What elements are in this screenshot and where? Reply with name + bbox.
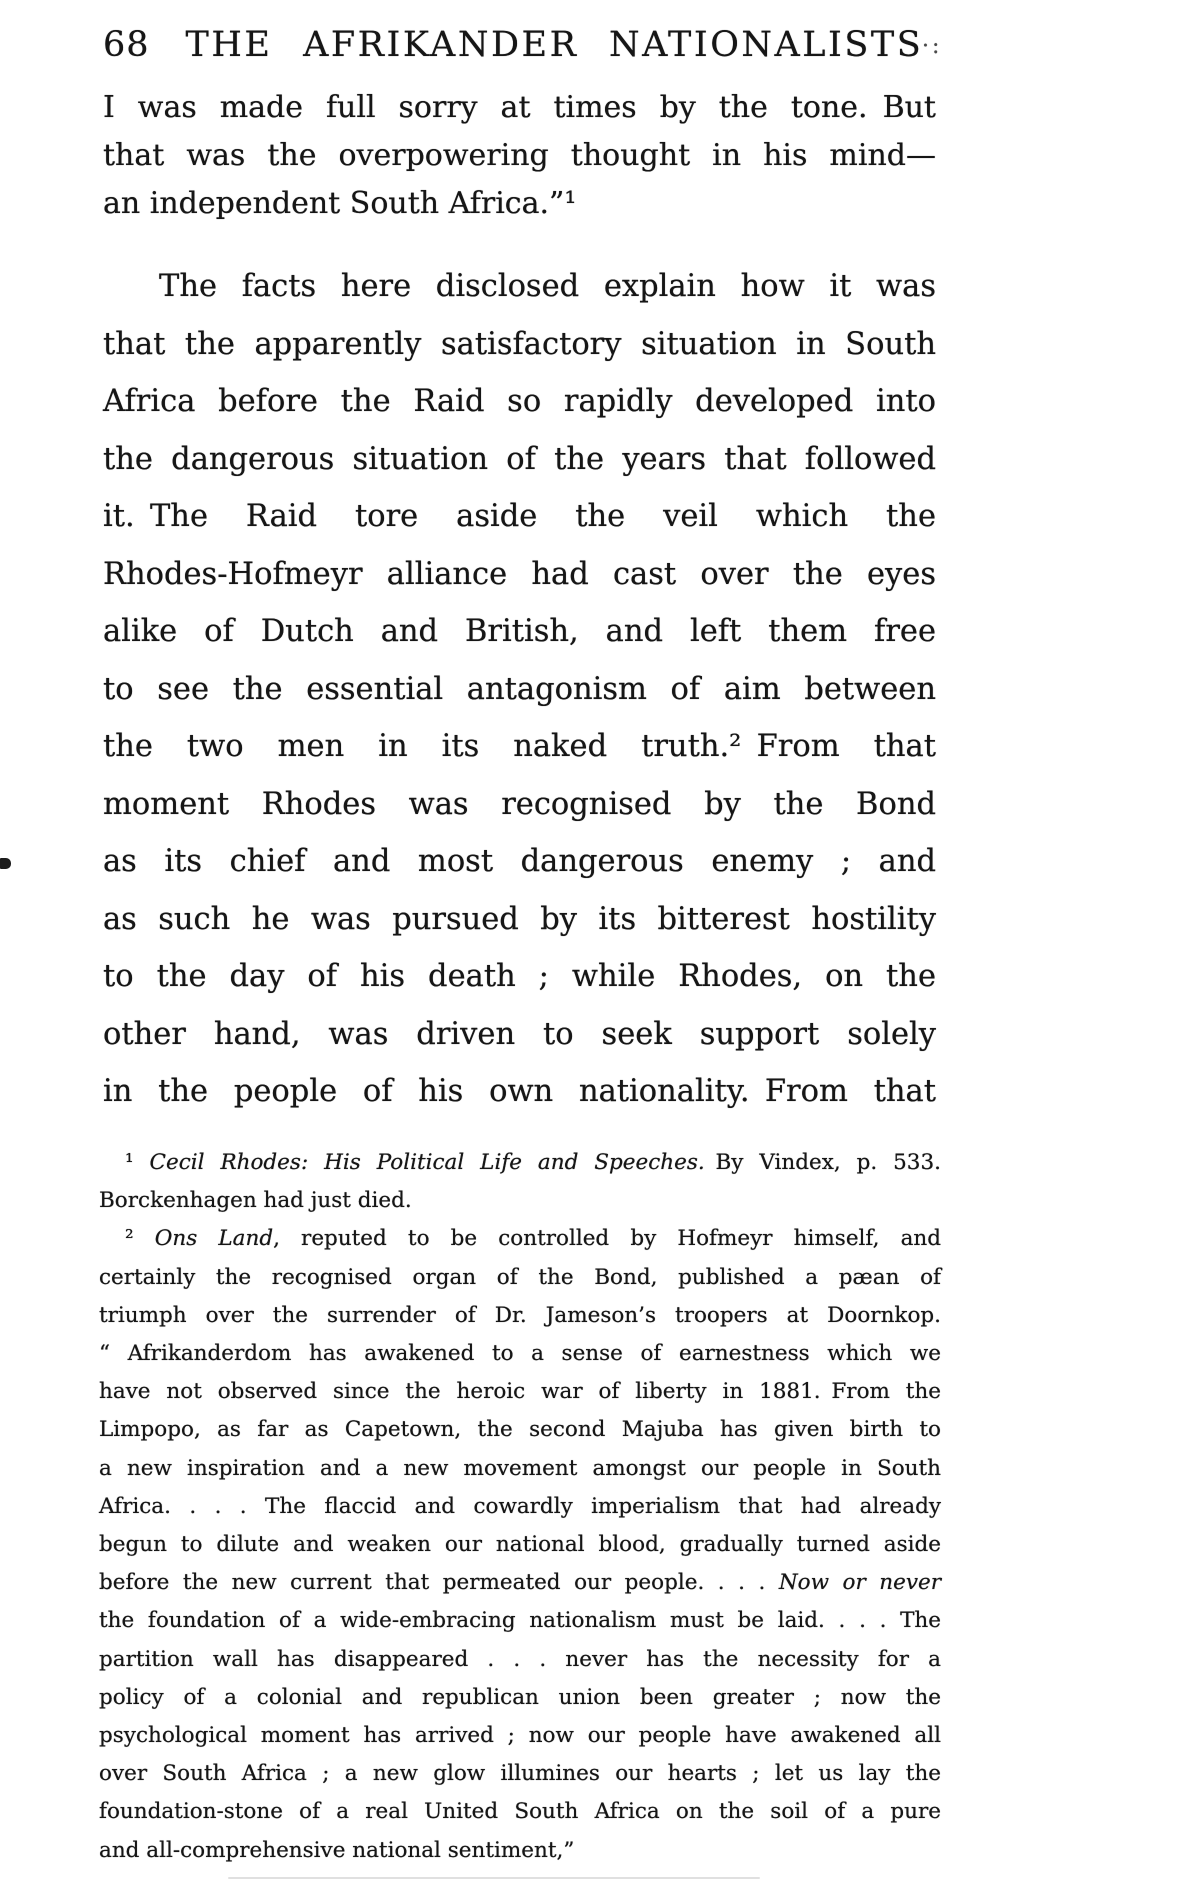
text-line xyxy=(99,1488,941,1526)
text-segment: before the new current that permeated our people. . . . xyxy=(99,1570,779,1596)
text-line xyxy=(103,84,936,132)
page-header xyxy=(103,24,938,66)
text-segment: have not observed since the heroic war of liberty in 1881. From the xyxy=(99,1379,941,1405)
text-segment: that the apparently satisfactory situation in South xyxy=(103,326,936,362)
body-paragraph xyxy=(103,258,936,1121)
text-segment: Africa before the Raid so rapidly developed into xyxy=(103,384,936,419)
text-segment: over South Africa ; a new glow illumines our hearts ; let us lay the xyxy=(99,1761,941,1787)
text-line xyxy=(99,1335,941,1373)
text-segment: partition wall has disappeared . . . never has the necessity for a xyxy=(99,1646,941,1672)
text-line xyxy=(103,488,936,546)
text-segment: I was made full sorry at times by the tone. But xyxy=(103,90,936,125)
text-segment: Africa. . . . The flaccid and cowardly imperialism that had already xyxy=(99,1493,941,1519)
text-line xyxy=(103,718,936,776)
text-segment: certainly the recognised organ of the Bond, published a pæan of xyxy=(99,1264,941,1290)
text-line xyxy=(99,1602,941,1640)
scan-artifact: ·: xyxy=(922,34,943,59)
text-line xyxy=(99,1564,941,1602)
text-line xyxy=(103,431,936,489)
italic-text: Cecil Rhodes: His Political Life and Speeches. xyxy=(149,1150,705,1175)
text-line xyxy=(99,1832,941,1870)
text-line xyxy=(103,948,936,1006)
text-line xyxy=(103,546,936,604)
text-segment: psychological moment has arrived ; now our people have awakened all xyxy=(99,1723,941,1749)
text-line xyxy=(99,1450,941,1488)
italic-text: Now or never xyxy=(778,1570,941,1596)
text-line xyxy=(103,603,936,661)
text-segment: ² xyxy=(125,1226,155,1252)
text-line xyxy=(99,1793,941,1831)
text-line xyxy=(103,132,936,180)
scan-artifact xyxy=(0,858,11,869)
footnote-1 xyxy=(99,1144,941,1220)
text-segment: the dangerous situation of the years that followed xyxy=(103,441,936,477)
text-segment: “ Afrikanderdom has awakened to a sense of earnestness which we xyxy=(99,1341,941,1367)
text-segment: Limpopo, as far as Capetown, the second Majuba has given birth to xyxy=(99,1417,941,1443)
text-line xyxy=(103,1006,936,1064)
text-segment: begun to dilute and weaken our national blood, gradually turned aside xyxy=(99,1532,941,1558)
text-segment: By Vindex, p. 533. xyxy=(704,1150,941,1175)
text-line xyxy=(99,1182,941,1220)
italic-text: Ons Land xyxy=(154,1226,274,1252)
text-line xyxy=(103,776,936,834)
text-segment: it. The Raid tore aside the veil which the xyxy=(103,499,936,534)
text-segment: Rhodes-Hofmeyr alliance had cast over the eyes xyxy=(103,556,936,592)
page-number: 68 xyxy=(103,25,150,65)
text-segment: as such he was pursued by its bitterest hostility xyxy=(103,901,936,937)
scan-artifact xyxy=(228,1877,760,1879)
text-segment: other hand, was driven to seek support solely xyxy=(103,1016,936,1052)
text-segment: triumph over the surrender of Dr. Jameson’s troopers at Doornkop. xyxy=(99,1302,941,1328)
text-line xyxy=(103,833,936,891)
text-line xyxy=(103,316,936,374)
text-segment: The facts here disclosed explain how it was xyxy=(159,269,936,304)
text-segment: foundation-stone of a real United South Africa on the soil of a pure xyxy=(99,1799,941,1825)
text-segment: alike of Dutch and British, and left them free xyxy=(103,614,936,649)
text-segment: to see the essential antagonism of aim between xyxy=(103,671,936,707)
text-line xyxy=(99,1717,941,1755)
text-segment: the two men in its naked truth.² From that xyxy=(103,729,936,764)
text-line xyxy=(99,1220,941,1258)
text-line xyxy=(99,1411,941,1449)
text-line xyxy=(99,1679,941,1717)
text-line xyxy=(99,1373,941,1411)
text-line xyxy=(103,891,936,949)
text-line xyxy=(99,1144,941,1182)
text-segment: policy of a colonial and republican union been greater ; now the xyxy=(99,1684,941,1710)
text-line xyxy=(103,258,936,316)
text-segment: to the day of his death ; while Rhodes, on the xyxy=(103,959,936,994)
text-segment: a new inspiration and a new movement amongst our people in South xyxy=(99,1455,941,1481)
text-segment: in the people of his own nationality. From that xyxy=(103,1074,936,1109)
footnote-2 xyxy=(99,1220,941,1869)
text-segment: ¹ xyxy=(125,1150,150,1175)
text-line xyxy=(99,1297,941,1335)
text-line xyxy=(99,1259,941,1297)
text-segment: as its chief and most dangerous enemy ; and xyxy=(103,844,936,879)
text-segment: , reputed to be controlled by Hofmeyr himself, and xyxy=(273,1226,941,1252)
text-line xyxy=(103,661,936,719)
text-segment: an independent South Africa.”¹ xyxy=(103,186,577,221)
text-line xyxy=(103,180,936,228)
text-line xyxy=(99,1641,941,1679)
text-line xyxy=(103,373,936,431)
text-segment: moment Rhodes was recognised by the Bond xyxy=(103,786,936,822)
text-segment: the foundation of a wide-embracing nationalism must be laid. . . . The xyxy=(99,1608,941,1634)
footnotes xyxy=(99,1144,941,1870)
text-segment: and all-comprehensive national sentiment,” xyxy=(99,1837,575,1863)
text-segment: that was the overpowering thought in his mind— xyxy=(103,138,936,173)
text-line xyxy=(103,1063,936,1121)
text-line xyxy=(99,1755,941,1793)
text-segment: Borckenhagen had just died. xyxy=(99,1188,412,1214)
running-title: THE AFRIKANDER NATIONALISTS xyxy=(185,25,924,65)
quotation-block xyxy=(103,84,936,228)
text-line xyxy=(99,1526,941,1564)
